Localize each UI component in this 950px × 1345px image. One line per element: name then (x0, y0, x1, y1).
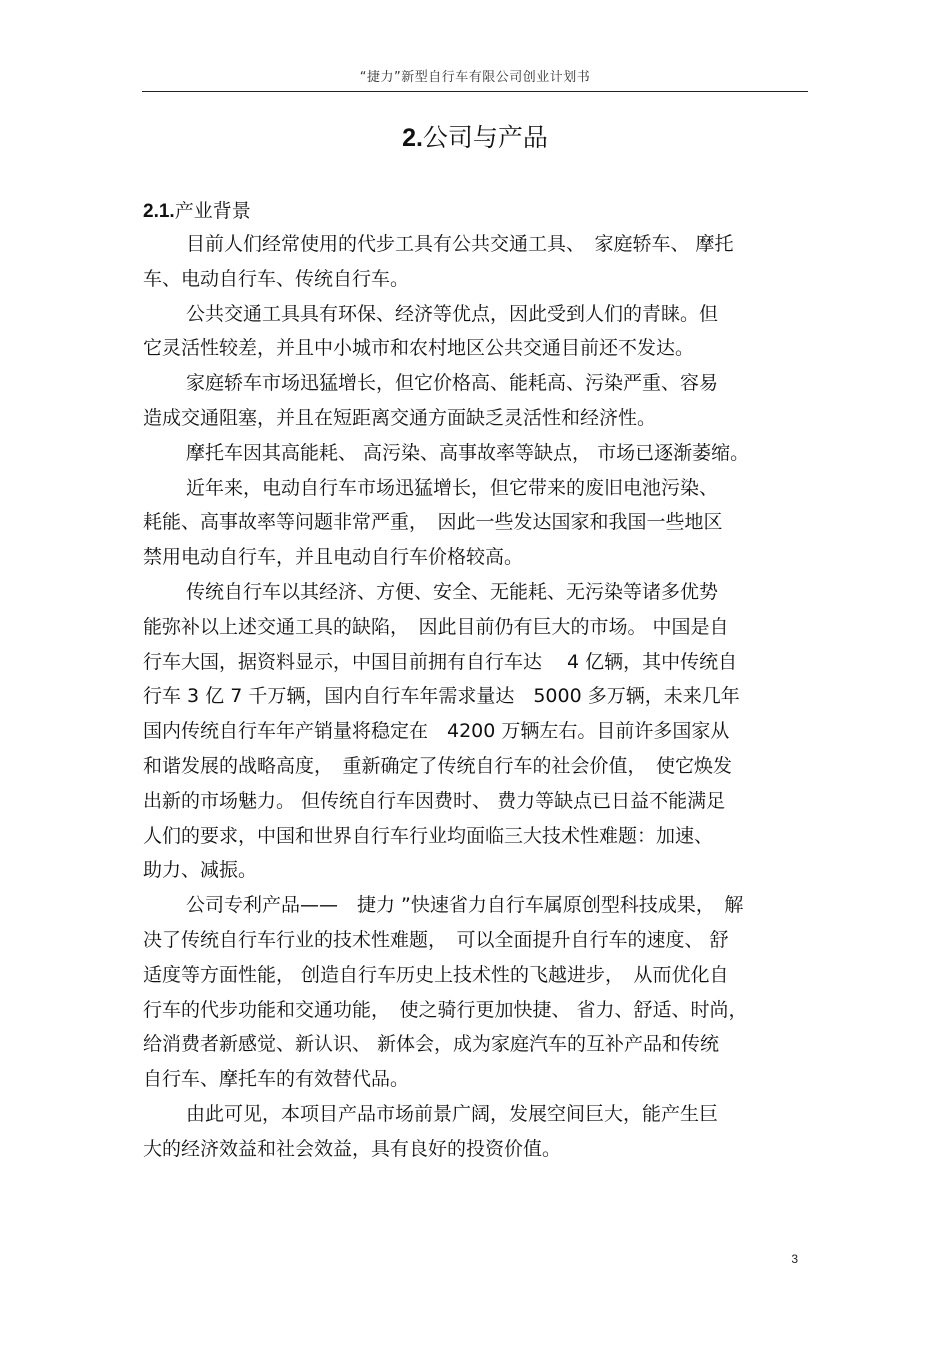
text-line: 耗能、高事故率等问题非常严重， 因此一些发达国家和我国一些地区 (143, 511, 723, 534)
running-header: “捷力”新型自行车有限公司创业计划书 (359, 70, 591, 85)
text-line: 公司专利产品—— 捷力 ”快速省力自行车属原创型科技成果， 解 (186, 894, 744, 917)
text-line: 传统自行车以其经济、方便、安全、无能耗、无污染等诸多优势 (186, 580, 719, 603)
text-line: 摩托车因其高能耗、 高污染、高事故率等缺点， 市场已逐渐萎缩。 (186, 441, 750, 464)
section-title (143, 196, 251, 227)
text-line: 目前人们经常使用的代步工具有公共交通工具、 家庭轿车、 摩托 (186, 233, 734, 255)
text-line: 行车大国，据资料显示，中国目前拥有自行车达 4 亿辆，其中传统自 (143, 650, 738, 673)
text-line: 能弥补以上述交通工具的缺陷， 因此目前仍有巨大的市场。 中国是自 (143, 615, 729, 638)
text-line: 公共交通工具具有环保、经济等优点，因此受到人们的青睐。但 (186, 302, 719, 325)
text-line: 适度等方面性能， 创造自行车历史上技术性的飞越进步， 从而优化自 (143, 963, 729, 986)
text-line: 造成交通阻塞，并且在短距离交通方面缺乏灵活性和经济性。 (143, 406, 657, 429)
text-line: 大的经济效益和社会效益，具有良好的投资价值。 (143, 1137, 562, 1160)
text-line: 出新的市场魅力。 但传统自行车因费时、 费力等缺点已日益不能满足 (143, 789, 726, 812)
chapter-title-text: 公司与产品 (422, 123, 548, 152)
text-line: 给消费者新感觉、新认识、 新体会，成为家庭汽车的互补产品和传统 (143, 1033, 720, 1056)
text-line: 国内传统自行车年产销量将稳定在 4200 万辆左右。目前许多国家从 (143, 720, 730, 743)
page-number: 3 (791, 1252, 798, 1266)
text-line: 由此可见，本项目产品市场前景广阔，发展空间巨大，能产生巨 (186, 1102, 719, 1125)
text-line: 助力、减振。 (143, 859, 258, 882)
chapter-title (142, 120, 808, 156)
text-line: 家庭轿车市场迅猛增长，但它价格高、能耗高、污染严重、容易 (186, 372, 719, 395)
text-line: 决了传统自行车行业的技术性难题， 可以全面提升自行车的速度、 舒 (143, 928, 729, 951)
text-line: 和谐发展的战略高度， 重新确定了传统自行车的社会价值， 使它焕发 (143, 754, 733, 777)
text-line: 禁用电动自行车，并且电动自行车价格较高。 (143, 546, 524, 569)
text-line: 人们的要求，中国和世界自行车行业均面临三大技术性难题：加速、 (143, 824, 714, 847)
text-line: 自行车、摩托车的有效替代品。 (143, 1068, 410, 1091)
section-number: 2.1. (143, 201, 175, 222)
text-line: 行车的代步功能和交通功能， 使之骑行更加快捷、 省力、舒适、时尚， (143, 998, 748, 1021)
text-line: 近年来，电动自行车市场迅猛增长，但它带来的废旧电池污染、 (186, 476, 719, 499)
body-text (143, 227, 811, 1167)
chapter-number: 2. (402, 124, 423, 152)
section-title-text: 产业背景 (174, 200, 251, 222)
text-line: 车、电动自行车、传统自行车。 (143, 267, 410, 290)
text-line: 它灵活性较差，并且中小城市和农村地区公共交通目前还不发达。 (143, 337, 695, 360)
header-rule (142, 91, 808, 92)
text-line: 行车 3 亿 7 千万辆，国内自行车年需求量达 5000 多万辆，未来几年 (143, 685, 740, 708)
